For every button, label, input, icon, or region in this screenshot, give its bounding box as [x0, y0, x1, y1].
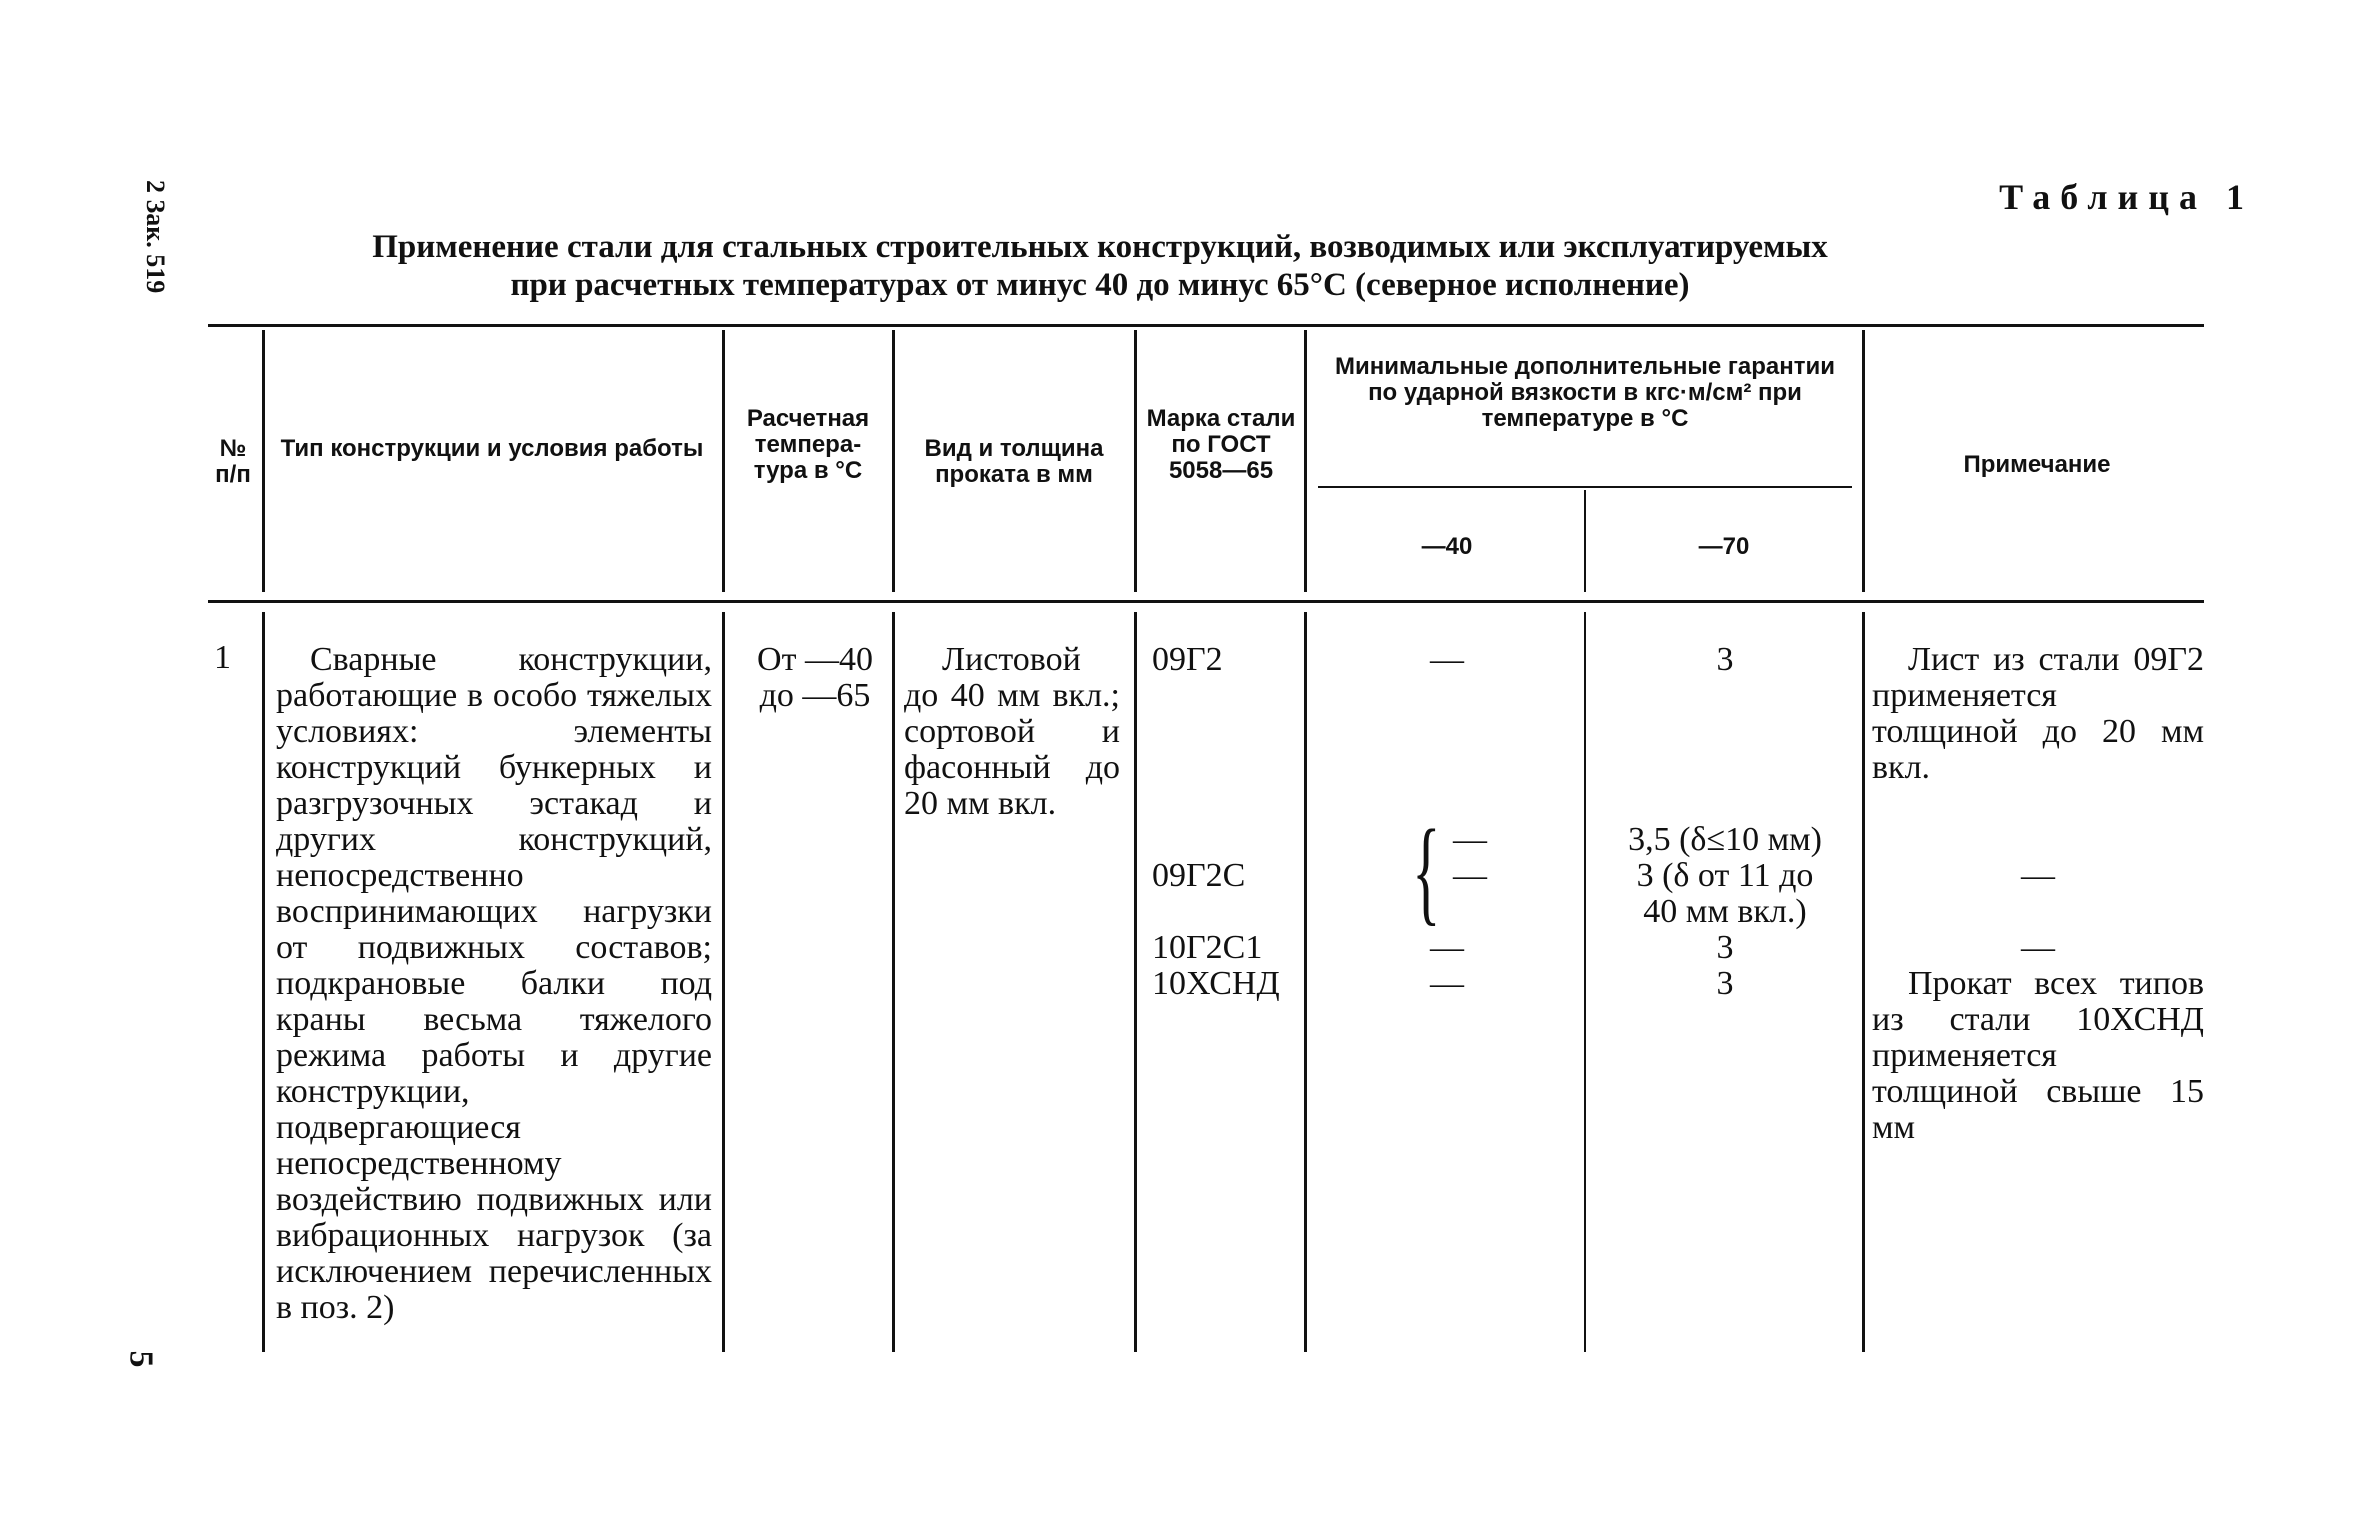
row1-num: 1 [214, 639, 231, 676]
caption-line-1: Применение стали для стальных строительных конструкций, возводимых или эксплуатируемых [372, 229, 1828, 265]
column-divider [1862, 612, 1865, 1352]
grade-09g2: 09Г2 [1152, 641, 1223, 678]
table-top-rule [208, 324, 2204, 327]
g1-minus40: — [1430, 641, 1464, 678]
table-label: Таблица 1 [1999, 177, 2254, 217]
grade-09g2s: 09Г2С [1152, 857, 1246, 894]
header-grade: Марка стали по ГОСТ 5058—65 [1146, 405, 1296, 484]
g2-minus70-c: 40 мм вкл.) [1643, 893, 1807, 930]
column-divider [1134, 612, 1137, 1352]
g3-minus70: 3 [1716, 929, 1734, 966]
column-divider [1134, 330, 1137, 592]
column-divider [722, 330, 725, 592]
header-bottom-rule [208, 600, 2204, 603]
note-09g2: Лист из стали 09Г2 применяется толщиной до 20 мм вкл. [1872, 641, 2204, 786]
note-09g2s: — [2021, 857, 2055, 894]
column-divider [1584, 490, 1586, 592]
column-divider [892, 612, 895, 1352]
caption-line-2: при расчетных температурах от минус 40 до минус 65°С (северное исполнение) [510, 267, 1690, 303]
row1-temp-from: От —40 [757, 641, 873, 678]
column-divider [722, 612, 725, 1352]
g4-minus70: 3 [1716, 965, 1734, 1002]
g2-minus70-b: 3 (δ от 11 до [1636, 857, 1814, 894]
row1-structure-type: Сварные конструкции, работающие в особо тяжелых условиях: элементы конструкций бункерных и разгрузочных эстакад и других конструкций, непосредственно воспринимающих нагрузки от подвижных составов; подкрановые балки под краны весьма тяжелого режима работы и другие конструкции, подвергающиеся непосредственному воздействию подвижных или вибрационных нагрузок (за исключением перечисленных в поз. 2) [276, 641, 712, 1326]
header-num: № п/п [215, 435, 251, 488]
header-type: Тип конструкции и условия работы [280, 435, 704, 462]
guarantees-sub-rule [1318, 486, 1852, 488]
column-divider [1862, 330, 1865, 592]
row1-rolled-kind: Листовой до 40 мм вкл.; сортовой и фасонный до 20 мм вкл. [904, 641, 1120, 822]
column-divider [1304, 330, 1307, 592]
g4-minus40: — [1430, 965, 1464, 1002]
g2-minus70-a: 3,5 (δ≤10 мм) [1628, 821, 1822, 858]
row1-temp-to: до —65 [759, 677, 871, 714]
page-number: 5 [122, 1350, 160, 1368]
column-divider [262, 330, 265, 592]
header-minus40: —40 [1421, 533, 1473, 560]
brace-icon: { [1412, 805, 1441, 936]
g3-minus40: — [1430, 929, 1464, 966]
header-note: Примечание [1963, 451, 2111, 478]
header-minus70: —70 [1698, 533, 1750, 560]
table-caption [200, 228, 2000, 304]
g1-minus70: 3 [1716, 641, 1734, 678]
note-10g2s1: — [2021, 929, 2055, 966]
grade-10g2s1: 10Г2С1 [1152, 929, 1263, 966]
column-divider [892, 330, 895, 592]
header-kind: Вид и толщина проката в мм [924, 435, 1104, 488]
note-10hsnd: Прокат всех типов из стали 10ХСНД применяется толщиной свыше 15 мм [1872, 965, 2204, 1146]
header-temp: Расчетная темпера-тура в °С [746, 405, 870, 484]
header-guarantees: Минимальные дополнительные гарантии по ударной вязкости в кгс·м/см² при температуре в °С [1335, 353, 1835, 432]
g2-minus40-b: — [1453, 857, 1487, 894]
column-divider [1584, 612, 1586, 1352]
grade-10hsnd: 10ХСНД [1152, 965, 1280, 1002]
column-divider [1304, 612, 1307, 1352]
column-divider [262, 612, 265, 1352]
row1-temperature [740, 642, 890, 714]
g2-minus40-a: — [1453, 821, 1487, 858]
side-margin-text: 2 Зак. 519 [141, 180, 170, 294]
